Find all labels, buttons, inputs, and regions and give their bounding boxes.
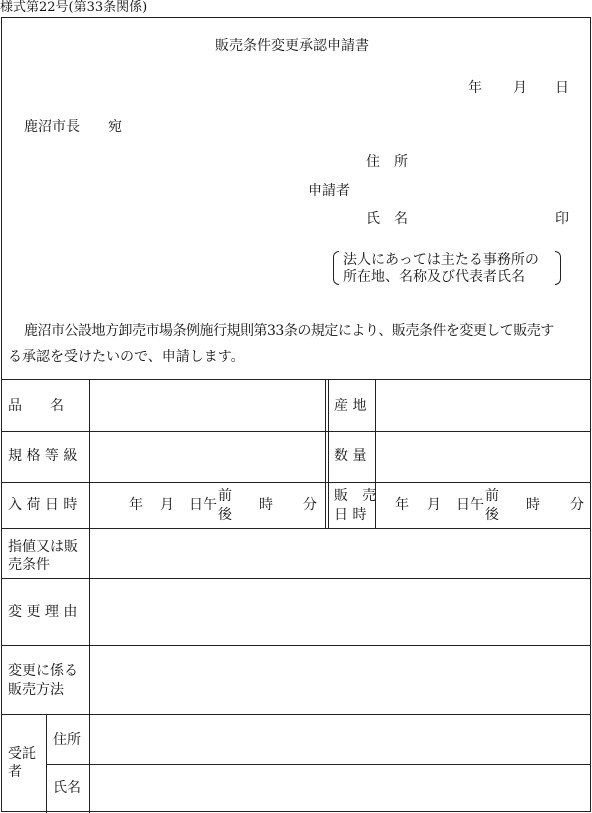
table-right-label-border	[375, 379, 376, 528]
grade-label: 規 格 等 級	[8, 448, 78, 464]
consignee-name-label: 氏名	[53, 780, 81, 796]
addressee-honorific: 宛	[108, 119, 122, 135]
consignee-label-line2: 者	[8, 764, 22, 780]
body-text-line1: 鹿沼市公設地方卸売市場条例施行規則第33条の規定により、販売条件を変更して販売す	[24, 323, 554, 339]
seal-mark: 印	[555, 211, 569, 227]
sale-month-label: 月	[427, 497, 441, 513]
note-bracket-right	[555, 251, 561, 285]
sale-ampm-label: 午	[470, 497, 484, 513]
origin-label: 産 地	[334, 398, 367, 414]
sale-after-label: 後	[485, 507, 499, 523]
arrival-day-label: 日	[189, 497, 203, 513]
table-row-divider	[46, 764, 591, 765]
change-reason-label: 変 更 理 由	[8, 604, 78, 620]
arrival-year-label: 年	[129, 497, 143, 513]
arrival-minute-label: 分	[303, 497, 317, 513]
document-title: 販売条件変更承認申請書	[215, 38, 369, 54]
consignee-label-line1: 受託	[8, 746, 36, 762]
table-label-column-border	[89, 379, 90, 813]
body-text-line2: る承認を受けたいので、申請します。	[8, 349, 245, 365]
sale-datetime-label-line2: 日 時	[334, 507, 367, 523]
date-month-label: 月	[513, 80, 527, 96]
form-number: 様式第22号(第33条関係)	[0, 0, 148, 15]
sale-method-label-line2: 販売方法	[8, 682, 64, 698]
applicant-name-label: 氏 名	[366, 211, 408, 227]
arrival-hour-label: 時	[259, 497, 273, 513]
corporate-note-line2: 所在地、名称及び代表者氏名	[343, 269, 525, 285]
sale-method-label-line1: 変更に係る	[8, 663, 78, 679]
quantity-label: 数 量	[334, 448, 367, 464]
date-year-label: 年	[468, 80, 482, 96]
applicant-label: 申請者	[308, 183, 350, 199]
sale-minute-label: 分	[570, 497, 584, 513]
date-day-label: 日	[555, 80, 569, 96]
table-mid-column-border	[328, 379, 329, 528]
note-bracket-left	[333, 251, 339, 285]
sale-year-label: 年	[395, 497, 409, 513]
price-condition-label-line2: 売条件	[8, 557, 50, 573]
arrival-datetime-label: 入 荷 日 時	[8, 497, 78, 513]
arrival-month-label: 月	[160, 497, 174, 513]
arrival-before-label: 前	[218, 488, 232, 504]
addressee-name: 鹿沼市長	[24, 119, 80, 135]
table-consignee-border	[46, 714, 47, 813]
arrival-ampm-label: 午	[203, 497, 217, 513]
sale-before-label: 前	[485, 488, 499, 504]
price-condition-label-line1: 指値又は販	[8, 539, 78, 555]
applicant-address-label: 住 所	[366, 154, 408, 170]
item-name-label: 品 名	[8, 398, 64, 414]
arrival-after-label: 後	[218, 507, 232, 523]
sale-day-label: 日	[456, 497, 470, 513]
table-mid-column-border	[325, 379, 326, 528]
consignee-address-label: 住所	[53, 732, 81, 748]
sale-hour-label: 時	[526, 497, 540, 513]
corporate-note-line1: 法人にあっては主たる事務所の	[343, 252, 539, 268]
sale-datetime-label-line1: 販 売	[334, 488, 376, 504]
